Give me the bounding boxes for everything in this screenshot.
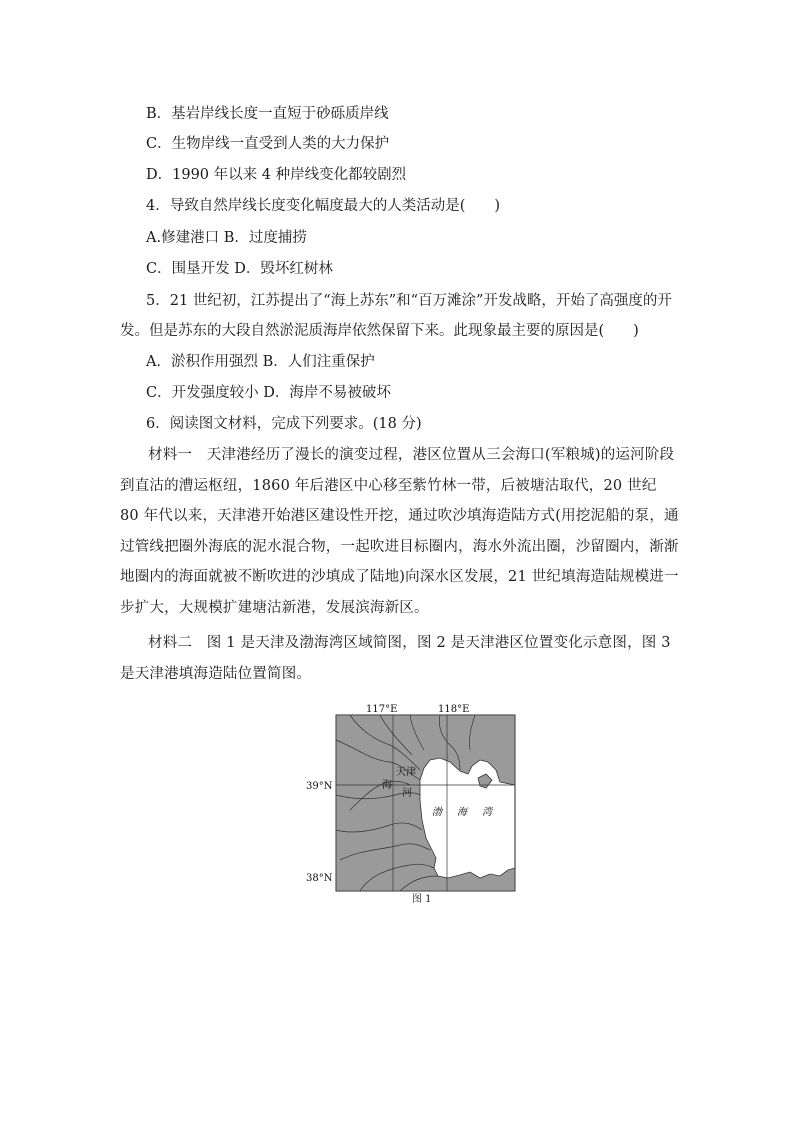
label-38n: 38°N <box>306 873 333 884</box>
option-5ab: A．淤积作用强烈 B．人们注重保护 <box>146 354 375 370</box>
material-1: 材料一 天津港经历了漫长的演变过程，港区位置从三会海口(军粮城)的运河阶段到直沽的漕运枢纽，1860 年后港区中心移至紫竹林一带，后被塘沽取代，20 世纪 80 年代以来，天津港开始港区建设性开挖，通过吹沙填海造陆方式(用挖泥船的泵，通过管线把圈外海底的泥水混合物，一起吹进目标圈内，海水外流出圈，沙留圈内，渐渐地圈内的海面就被不断吹进的沙填成了陆地)向深水区发展，21 世纪填海造陆规模进一步扩大，大规模扩建塘沽新港，发展滨海新区。 <box>120 447 679 616</box>
question-5-stem-line1: 5．21 世纪初，江苏提出了“海上苏东”和“百万滩涂”开发战略，开始了高强度的开 <box>146 293 672 309</box>
option-5cd: C．开发强度较小 D．海岸不易被破坏 <box>146 385 391 401</box>
label-bay-1: 渤 <box>432 807 442 818</box>
figure-1-caption: 图 1 <box>412 894 432 905</box>
label-39n: 39°N <box>306 781 333 792</box>
option-3d: D．1990 年以来 4 种岸线变化都较剧烈 <box>146 167 407 183</box>
bohai-bay-map <box>300 700 530 910</box>
option-4cd: C．围垦开发 D．毁坏红树林 <box>146 261 333 277</box>
label-river-1: 海 <box>382 780 392 791</box>
question-6-stem: 6．阅读图文材料，完成下列要求。(18 分) <box>146 416 422 432</box>
material-2: 材料二 图 1 是天津及渤海湾区域简图，图 2 是天津港区位置变化示意图，图 3 是天津港填海造陆位置简图。 <box>120 635 671 682</box>
option-3c: C．生物岸线一直受到人类的大力保护 <box>146 136 390 152</box>
label-118e: 118°E <box>438 704 470 715</box>
label-river-2: 河 <box>402 788 412 799</box>
label-117e: 117°E <box>366 704 398 715</box>
question-5-stem-line2: 发。但是苏东的大段自然淤泥质海岸依然保留下来。此现象最主要的原因是( ) <box>120 323 639 339</box>
question-4-stem: 4．导致自然岸线长度变化幅度最大的人类活动是( ) <box>146 198 501 214</box>
label-bay-2: 海 <box>457 807 467 818</box>
option-3b: B．基岩岸线长度一直短于砂砾质岸线 <box>146 106 389 122</box>
label-bay-3: 湾 <box>482 807 492 818</box>
label-tianjin: 天津 <box>396 767 416 778</box>
figure-1-map <box>300 700 530 910</box>
option-4ab: A.修建港口 B．过度捕捞 <box>146 230 307 246</box>
